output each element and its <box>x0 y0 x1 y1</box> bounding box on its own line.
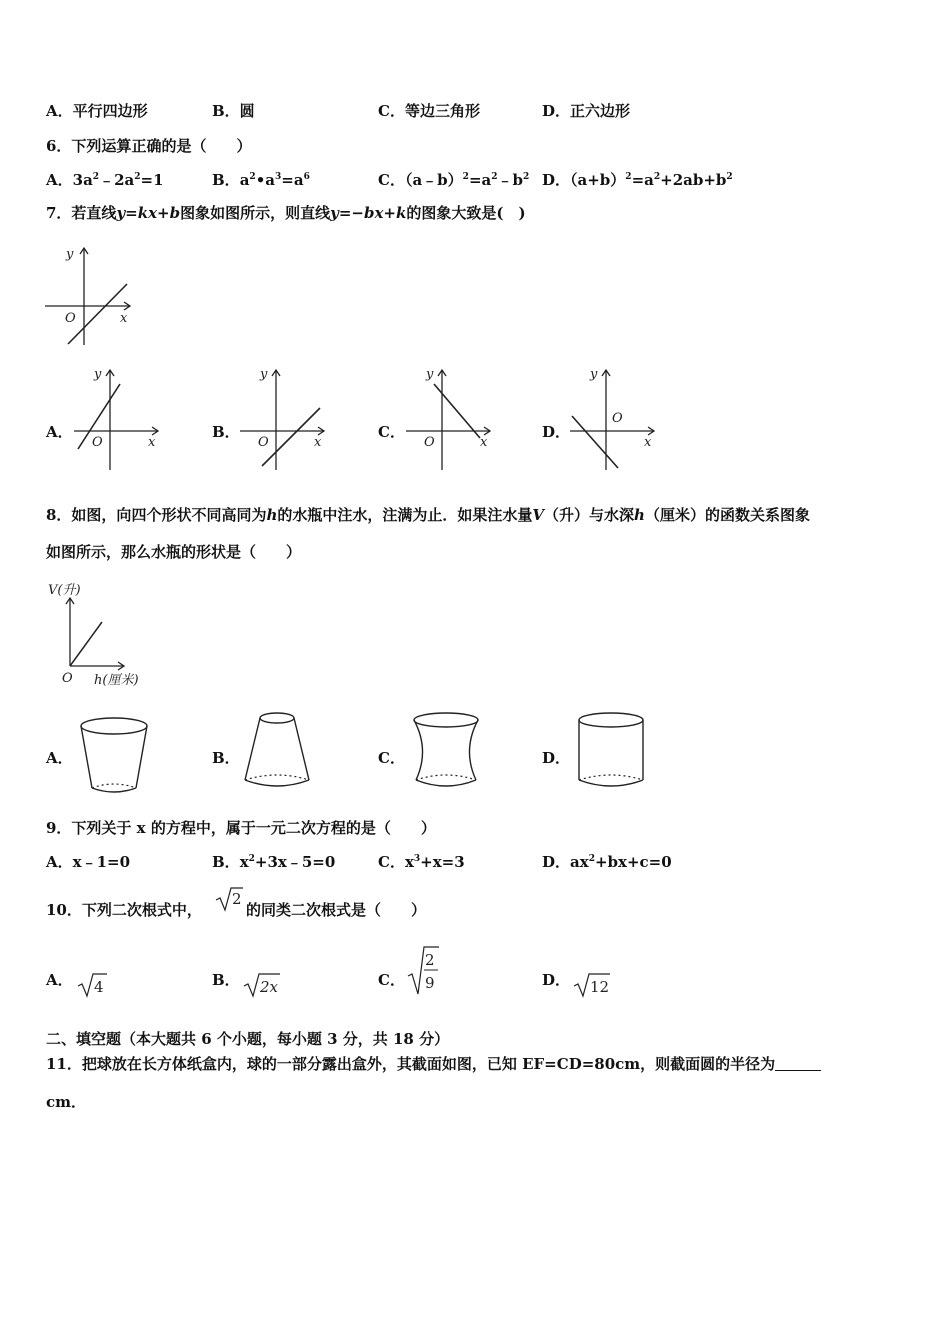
q7-option-d-graph <box>568 364 660 474</box>
q7-option-a-graph <box>72 364 164 474</box>
q10-option-d-label: D． <box>542 971 571 989</box>
q9-stem: 9．下列关于 x 的方程中，属于一元二次方程的是（ ） <box>46 819 436 837</box>
q10-stem-post: 的同类二次根式是（ ） <box>246 901 427 919</box>
svg-text:12: 12 <box>590 978 610 996</box>
q6-option-b: B．$a^2•a^3=a^6$ <box>212 171 310 189</box>
q6-stem: 6．下列运算正确的是（ ） <box>46 137 252 155</box>
q10-option-a-radical <box>76 968 108 998</box>
svg-text:O: O <box>612 411 623 426</box>
q7-stem: 7．若直线y=kx+b图象如图所示，则直线y=−bx+k的图象大致是( ) <box>46 204 526 222</box>
q10-option-c-label: C． <box>378 971 405 989</box>
q5-option-a: A．平行四边形 <box>46 102 148 120</box>
svg-text:O: O <box>258 435 269 450</box>
svg-text:9: 9 <box>425 974 435 992</box>
q11-stem: 11．把球放在长方体纸盒内，球的一部分露出盒外，其截面如图，已知 EF=CD=80cm，则截面圆的半径为 <box>46 1054 821 1074</box>
q9-option-c: C．$x^3+x=3$ <box>378 853 465 871</box>
q7-option-d-label: D． <box>542 423 571 441</box>
q10-option-b-radical <box>242 968 282 998</box>
q10-option-c-radical <box>406 944 440 998</box>
svg-text:y: y <box>260 367 268 382</box>
q5-option-d: D．正六边形 <box>542 102 631 120</box>
svg-text:y: y <box>426 367 434 382</box>
q8-bottle-a <box>78 712 156 798</box>
q7-option-c-graph <box>404 364 496 474</box>
q5-option-b: B．圆 <box>212 102 255 120</box>
q7-option-b-graph <box>238 364 330 474</box>
q10-option-a-label: A． <box>46 971 73 989</box>
q8-bottle-b <box>240 708 314 794</box>
svg-text:x: x <box>120 311 128 326</box>
q8-volume-depth-graph <box>44 578 154 690</box>
svg-text:y: y <box>590 367 598 382</box>
q8-stem-line2: 如图所示，那么水瓶的形状是（ ） <box>46 543 302 561</box>
q8-stem-line1: 8．如图，向四个形状不同高同为h的水瓶中注水，注满为止．如果注水量V（升）与水深h（厘米）的函数关系图象 <box>46 506 810 524</box>
svg-text:y: y <box>94 367 102 382</box>
svg-text:O: O <box>92 435 103 450</box>
q8-option-a-label: A． <box>46 749 73 767</box>
svg-text:y: y <box>66 247 74 262</box>
svg-text:V(升): V(升) <box>48 583 81 598</box>
q10-stem-pre: 10．下列二次根式中， <box>46 901 202 919</box>
svg-text:4: 4 <box>94 978 104 996</box>
q11-answer-blank[interactable] <box>775 1056 821 1071</box>
q7-option-b-label: B． <box>212 423 240 441</box>
q8-option-b-label: B． <box>212 749 240 767</box>
q7-option-a-label: A． <box>46 423 73 441</box>
svg-text:x: x <box>314 435 322 450</box>
svg-text:x: x <box>480 435 488 450</box>
svg-text:2: 2 <box>425 951 435 969</box>
section-fill-in-heading: 二、填空题（本大题共 6 个小题，每小题 3 分，共 18 分） <box>46 1030 450 1048</box>
q9-option-b: B．$x^2+3x﹣5=0$ <box>212 853 336 871</box>
svg-text:x: x <box>644 435 652 450</box>
q9-option-a: A．x﹣1=0 <box>46 853 131 871</box>
svg-text:h(厘米): h(厘米) <box>94 673 139 688</box>
svg-text:x: x <box>148 435 156 450</box>
q9-option-d: D．$ax^2+bx+c=0$ <box>542 853 672 871</box>
svg-text:O: O <box>65 311 76 326</box>
q8-bottle-c <box>408 708 486 796</box>
q8-option-c-label: C． <box>378 749 405 767</box>
q10-option-d-radical <box>572 968 612 998</box>
q8-option-d-label: D． <box>542 749 571 767</box>
q6-option-c: C．$(a﹣b)^2=a^2﹣b^2$ <box>378 171 530 189</box>
q7-reference-graph <box>40 240 140 350</box>
svg-text:O: O <box>424 435 435 450</box>
svg-text:2: 2 <box>232 890 242 908</box>
q7-option-c-label: C． <box>378 423 405 441</box>
q11-unit: cm． <box>46 1093 87 1111</box>
q8-bottle-d <box>574 708 650 796</box>
q6-option-a: A．$3a^2﹣2a^2=1$ <box>46 171 164 189</box>
svg-text:O: O <box>62 671 73 686</box>
q10-stem-radical <box>214 884 244 914</box>
q10-option-b-label: B． <box>212 971 240 989</box>
q5-option-c: C．等边三角形 <box>378 102 480 120</box>
q6-option-d: D．$(a+b)^2=a^2+2ab+b^2$ <box>542 171 733 189</box>
svg-text:2x: 2x <box>260 978 279 996</box>
